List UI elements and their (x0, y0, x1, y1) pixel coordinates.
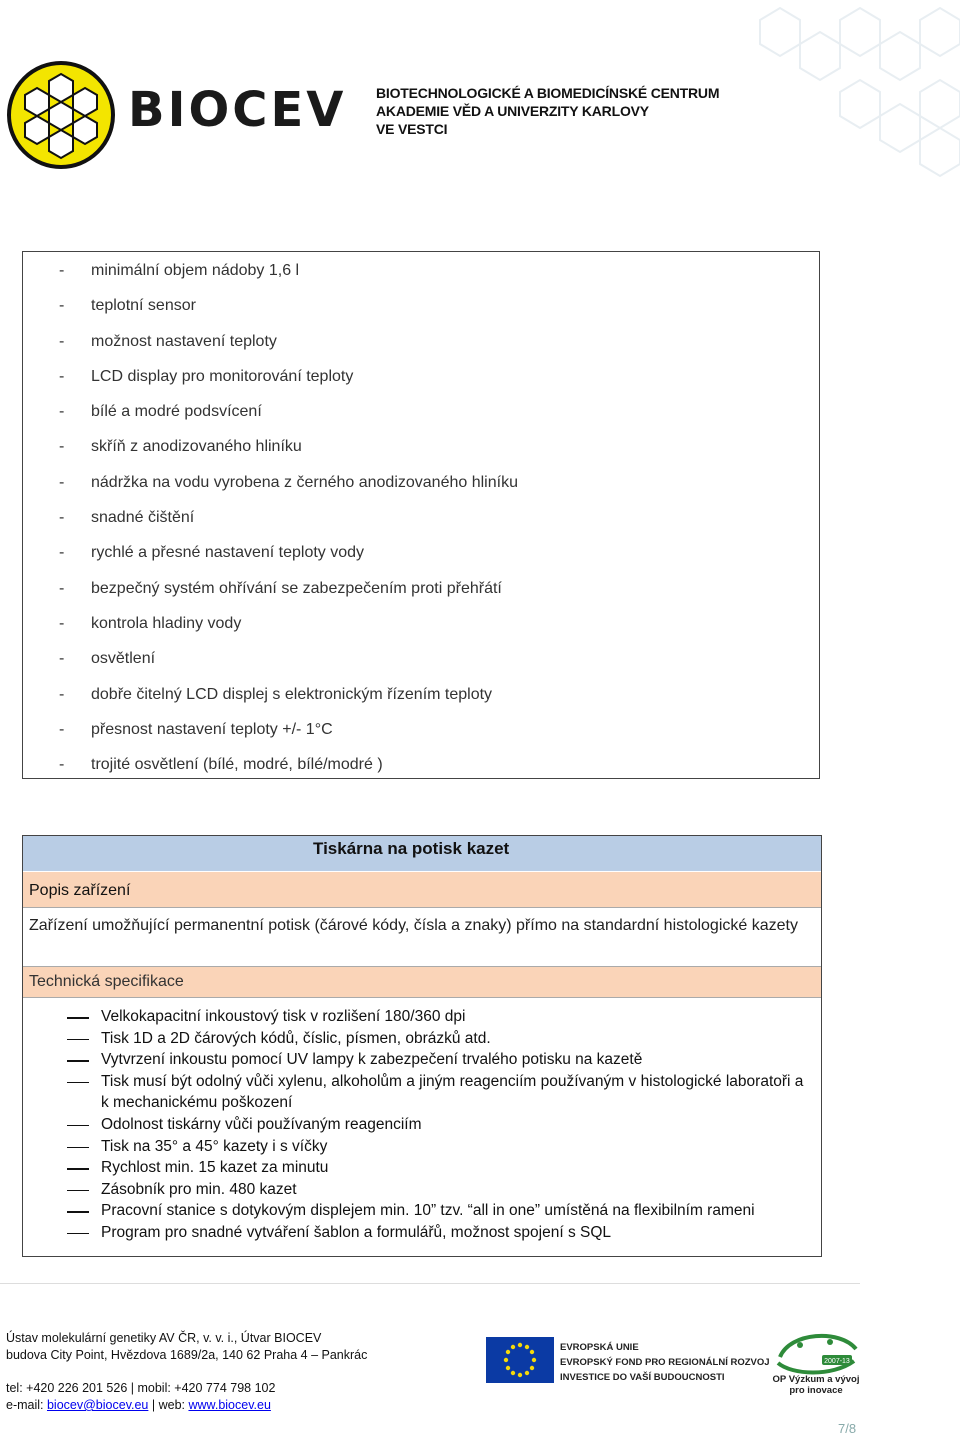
footer-line-1: Ústav molekulární genetiky AV ČR, v. v. i., Útvar BIOCEV (6, 1331, 322, 1345)
list-item: - LCD display pro monitorování teploty (59, 367, 354, 385)
list-item: Zásobník pro min. 480 kazet (67, 1179, 807, 1201)
list-item: - snadné čištění (59, 509, 195, 527)
org-line-2: AKADEMIE VĚD A UNIVERZITY KARLOVY (376, 103, 649, 119)
biocev-wordmark: BIOCEV (128, 82, 347, 138)
organization-name (376, 84, 719, 138)
list-item: - kontrola hladiny vody (59, 614, 242, 632)
list-item: Tisk na 35° a 45° kazety i s víčky (67, 1136, 807, 1158)
list-item: Tisk musí být odolný vůči xylenu, alkoholům a jiným reagenciím používaným v histologické laboratoři a k mechanickému poškození (67, 1071, 807, 1114)
list-item: Rychlost min. 15 kazet za minutu (67, 1157, 807, 1179)
list-item: - teplotní sensor (59, 297, 196, 315)
footer-line-4: e-mail: biocev@biocev.eu | web: www.biocev.eu (6, 1398, 271, 1412)
description-label: Popis zařízení (29, 882, 131, 899)
list-item: Odolnost tiskárny vůči používaným reagenciím (67, 1114, 807, 1136)
op-program-text: OP Výzkum a vývoj pro inovace (772, 1374, 860, 1396)
footer-line-3: tel: +420 226 201 526 | mobil: +420 774 798 102 (6, 1381, 276, 1395)
op-years: 2007-13 (824, 1358, 850, 1365)
list-item: - nádržka na vodu vyrobena z černého anodizovaného hliníku (59, 473, 518, 491)
description-row (23, 907, 821, 967)
footer-divider (0, 1283, 860, 1284)
spec-list (67, 1006, 807, 1244)
list-item: - přesnost nastavení teploty +/- 1°C (59, 720, 333, 738)
list-item: - skříň z anodizovaného hliníku (59, 438, 302, 456)
device-title-row (23, 836, 821, 872)
device-table (22, 835, 822, 1257)
tech-spec-label: Technická specifikace (29, 973, 184, 990)
org-line-3: VE VESTCI (376, 121, 448, 137)
tech-spec-label-row (23, 967, 821, 998)
list-item: - trojité osvětlení (bílé, modré, bílé/modré ) (59, 756, 383, 774)
list-item: Vytvrzení inkoustu pomocí UV lampy k zabezpečení trvalého potisku na kazetě (67, 1049, 807, 1071)
list-item: - bezpečný systém ohřívání se zabezpečením proti přehřátí (59, 579, 502, 597)
list-item: Tisk 1D a 2D čárových kódů, číslic, písmen, obrázků atd. (67, 1028, 807, 1050)
features-list (59, 258, 518, 787)
list-item: - rychlé a přesné nastavení teploty vody (59, 544, 365, 562)
page-number: 7/8 (838, 1421, 857, 1436)
features-box (22, 251, 820, 779)
list-item: Velkokapacitní inkoustový tisk v rozlišení 180/360 dpi (67, 1006, 807, 1028)
web-link[interactable]: www.biocev.eu (188, 1398, 271, 1412)
list-item: Program pro snadné vytváření šablon a formulářů, možnost spojení s SQL (67, 1222, 807, 1244)
eu-flag-icon (486, 1337, 554, 1383)
description-label-row (23, 872, 821, 907)
org-line-1: BIOTECHNOLOGICKÉ A BIOMEDICÍNSKÉ CENTRUM (376, 85, 720, 101)
list-item: - dobře čitelný LCD displej s elektronickým řízením teploty (59, 685, 493, 703)
footer-contact (6, 1330, 367, 1414)
footer-line-2: budova City Point, Hvězdova 1689/2a, 140 62 Praha 4 – Pankrác (6, 1348, 368, 1362)
biocev-logo-icon (6, 60, 116, 170)
list-item: - bílé a modré podsvícení (59, 403, 262, 421)
list-item: - možnost nastavení teploty (59, 332, 277, 350)
list-item: - osvětlení (59, 650, 156, 668)
eu-funding-text: EVROPSKÁ UNIE EVROPSKÝ FOND PRO REGIONÁLNÍ ROZVOJ INVESTICE DO VAŠÍ BUDOUCNOSTI (560, 1342, 770, 1383)
description-text: Zařízení umožňující permanentní potisk (čárové kódy, čísla a znaky) přímo na standardní histologické kazety (29, 917, 798, 934)
list-item: - minimální objem nádoby 1,6 l (59, 262, 300, 279)
list-item: Pracovní stanice s dotykovým displejem min. 10” tzv. “all in one” umístěná na flexibilním rameni (67, 1200, 807, 1222)
device-title: Tiskárna na potisk kazet (313, 839, 510, 858)
email-link[interactable]: biocev@biocev.eu (46, 1398, 149, 1412)
